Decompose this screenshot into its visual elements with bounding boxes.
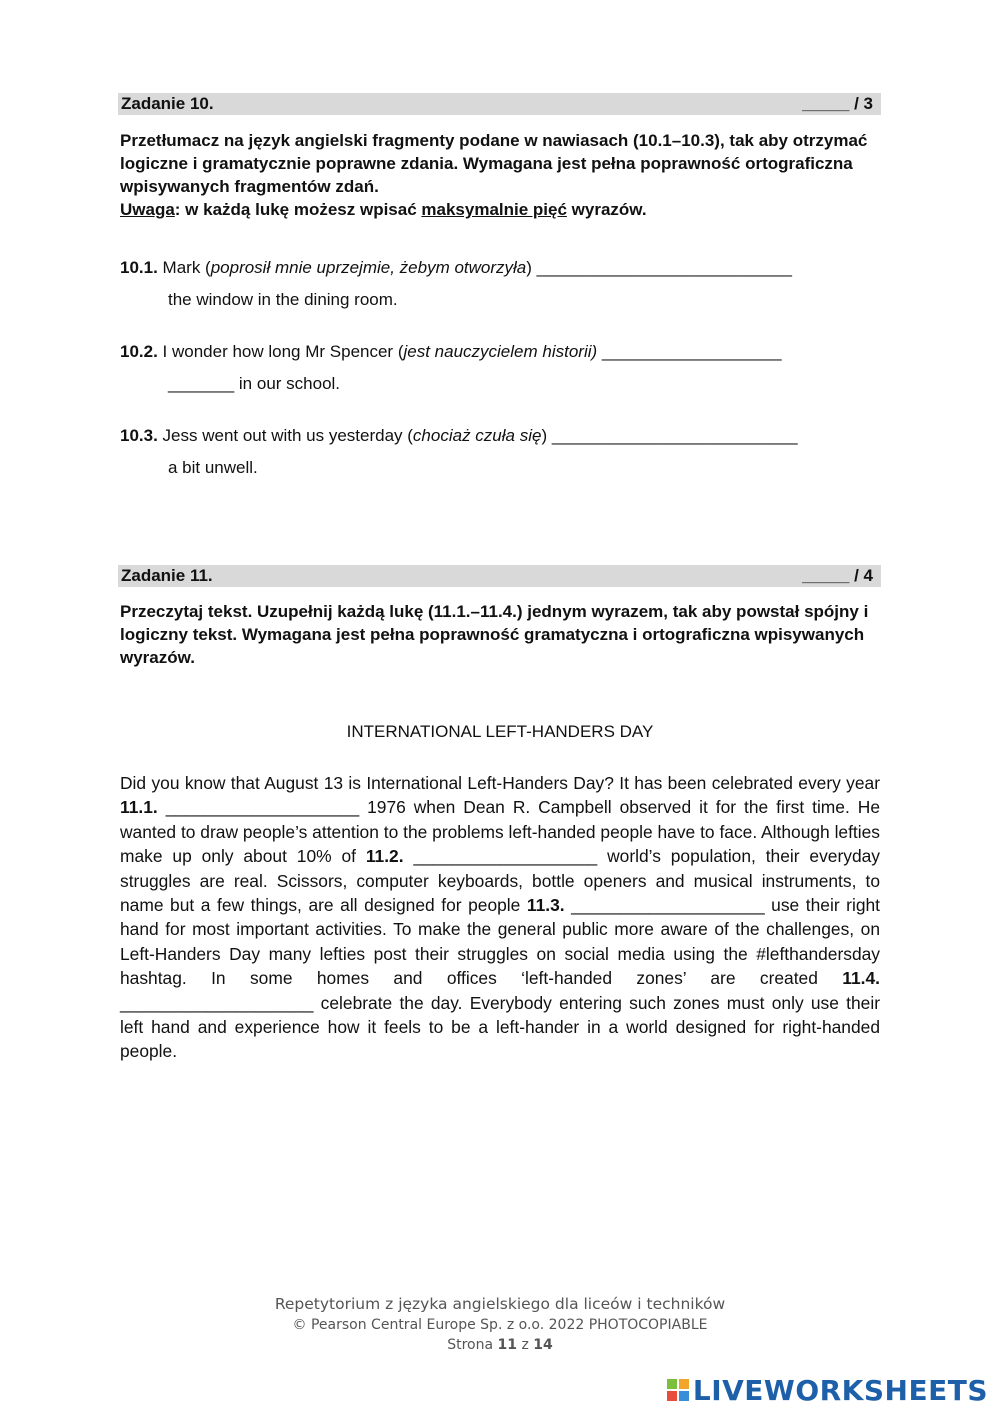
task-11-score: _____ / 4 — [802, 566, 873, 585]
task-11-instruction: Przeczytaj tekst. Uzupełnij każdą lukę (11.1.–11.4.) jednym wyrazem, tak aby powstał spójny i logiczny tekst. Wymagana jest pełna poprawność gramatyczna i ortograficzna wpisywanych wyrazów. — [120, 602, 869, 667]
task-10-score: _____ / 3 — [802, 94, 873, 113]
passage-title: INTERNATIONAL LEFT-HANDERS DAY — [346, 722, 654, 741]
answer-gap-11-1: ____________________ 1976 when Dean R. Campbell observed it for the first time. He wanted to draw people’s attention to the problems left-handed people have to face. Although lefties make up only about 10% of — [120, 797, 880, 867]
gap-label-11-1: 11.1. — [120, 797, 158, 818]
gap-label-11-4: 11.4. — [842, 968, 880, 989]
item-10-3-continuation: a bit unwell. — [168, 458, 258, 477]
item-10-3: 10.3. Jess went out with us yesterday (chociaż czuła się) __________________________ — [120, 426, 798, 445]
gap-label-11-2: 11.2. — [365, 846, 404, 867]
passage-text: Did you know that August 13 is International Left-Handers Day? It has been celebrated every year 11.1. ____________________ 1976 when Dean R. Campbell observed it for the first time. He wanted to draw people’s attention to the problems left-handed people have to face. Although lefties make up only about 10% of 11.2. ___________________ world’s population, their everyday struggles are real. Scissors, computer keyboards, bottle openers and musical instruments, to name but a few things, are all designed for people 11.3. ____________________ use their right hand for most important activities. To make the general public more aware of the challenges, on Left-Handers Day many lefties post their struggles on social media using the #lefthandersday hashtag. In some homes and offices ‘left-handed zones’ are created 11.4. ____________________ celebrate the day. Everybody entering such zones must only use their left hand and experience how it feels to be a left-hander in a world designed for right-handed people. — [120, 773, 880, 1062]
note-label: Uwaga — [120, 200, 175, 219]
task-10-title: Zadanie 10. — [121, 94, 214, 113]
task-11-header — [118, 565, 881, 587]
task-11-title: Zadanie 11. — [121, 566, 213, 585]
note-limit: maksymalnie pięć — [421, 200, 567, 219]
gap-label-11-3: 11.3. — [526, 895, 565, 916]
task-10-instruction: Przetłumacz na język angielski fragmenty podane w nawiasach (10.1–10.3), tak aby otrzymać logiczne i gramatycznie poprawne zdania. Wymagana jest pełna poprawność ortograficzna wpisywanych fragmentów zdań. Uwaga: w każdą lukę możesz wpisać maksymalnie pięć wyrazów. — [120, 131, 868, 219]
footer-title: Repetytorium z języka angielskiego dla liceów i techników — [274, 1295, 726, 1313]
footer-page-number: Strona 11 z 14 — [447, 1337, 553, 1353]
answer-gap-10-1[interactable]: ) ___________________________ — [526, 258, 792, 277]
item-10-2: 10.2. I wonder how long Mr Spencer (jest nauczycielem historii) ___________________ — [120, 342, 782, 361]
logo-mark-icon — [667, 1379, 689, 1401]
footer-copyright: © Pearson Central Europe Sp. z o.o. 2022 PHOTOCOPIABLE — [292, 1317, 708, 1333]
answer-gap-10-2[interactable]: ___________________ — [597, 342, 782, 361]
item-10-1-continuation: the window in the dining room. — [168, 290, 398, 309]
item-10-1: 10.1. Mark (poprosił mnie uprzejmie, żebym otworzyła) ___________________________ — [120, 258, 792, 277]
liveworksheets-logo — [667, 1374, 988, 1406]
logo-text: LIVEWORKSHEETS — [692, 1373, 988, 1407]
task-10-header — [118, 93, 881, 115]
answer-gap-10-3[interactable]: ) __________________________ — [541, 426, 798, 445]
item-10-2-continuation[interactable]: _______ in our school. — [168, 374, 341, 393]
